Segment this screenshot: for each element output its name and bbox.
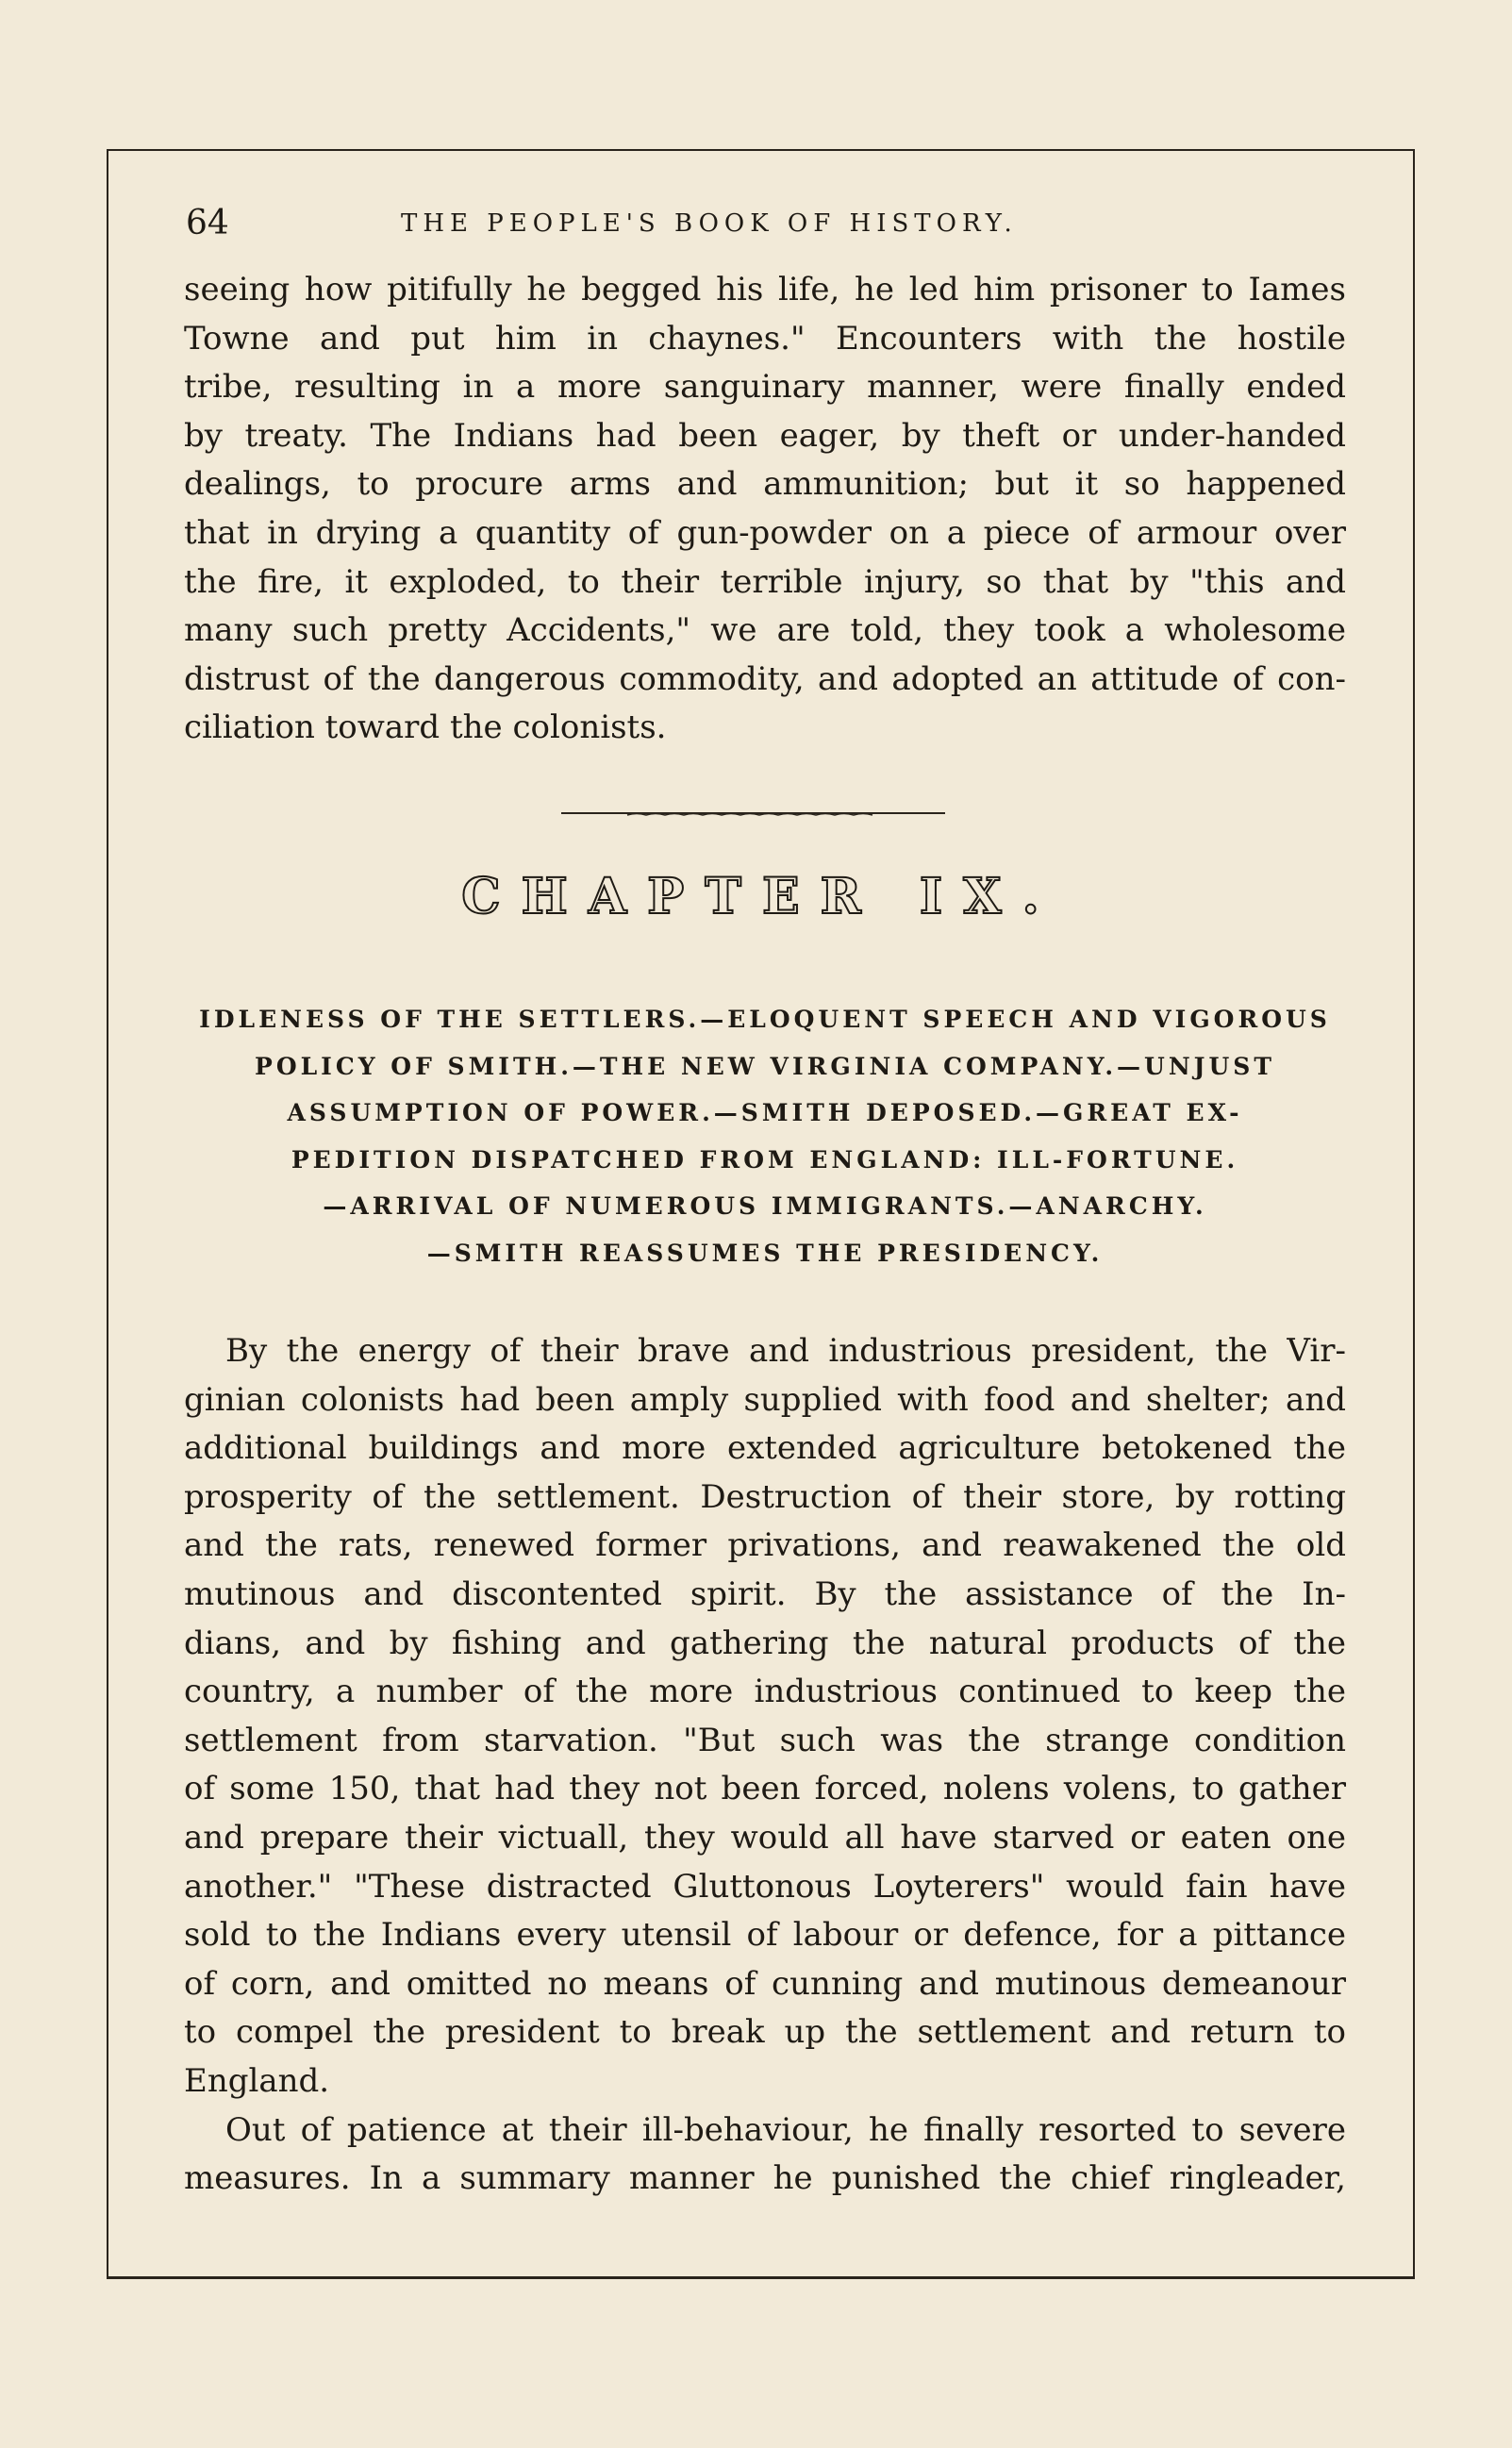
chapter-title: CHAPTER IX. — [461, 868, 1060, 925]
page-number: 64 — [186, 204, 229, 242]
text-line: England. — [184, 2061, 330, 2100]
text-line: and the rats, renewed former privations, and reawakened the old — [184, 1526, 1346, 1565]
text-line: by treaty. The Indians had been eager, by theft or under-handed — [184, 416, 1346, 455]
text-line: prosperity of the settlement. Destruction of their store, by rotting — [184, 1477, 1346, 1516]
text-line: and prepare their victuall, they would all have starved or eaten one — [184, 1818, 1346, 1857]
text-line: By the energy of their brave and industrious president, the Vir- — [225, 1332, 1346, 1370]
text-line: mutinous and discontented spirit. By the assistance of the In- — [184, 1574, 1346, 1613]
text-line: ciliation toward the colonists. — [184, 708, 667, 747]
text-line: settlement from starvation. "But such was the strange condition — [184, 1721, 1346, 1759]
main-paragraph — [184, 1327, 1346, 2204]
text-line: measures. In a summary manner he punished the chief ringleader, — [184, 2159, 1346, 2198]
text-line: ginian colonists had been amply supplied with food and shelter; and — [184, 1380, 1346, 1419]
text-line: Out of patience at their ill-behaviour, he finally resorted to severe — [225, 2110, 1346, 2149]
page-frame — [107, 149, 1415, 2279]
text-line: country, a number of the more industrious continued to keep the — [184, 1673, 1346, 1711]
text-line: that in drying a quantity of gun-powder on a piece of armour over — [184, 513, 1346, 552]
text-line: of corn, and omitted no means of cunning and mutinous demeanour — [184, 1964, 1346, 2003]
summary-line: —ARRIVAL OF NUMEROUS IMMIGRANTS.—ANARCHY. — [323, 1192, 1207, 1220]
text-line: another." "These distracted Gluttonous Loyterers" would fain have — [184, 1867, 1346, 1906]
text-line: of some 150, that had they not been forced, nolens volens, to gather — [184, 1770, 1346, 1808]
chapter-summary — [186, 996, 1344, 1276]
text-line: dians, and by fishing and gathering the natural products of the — [184, 1624, 1346, 1662]
text-line: many such pretty Accidents," we are told, they took a wholesome — [184, 611, 1346, 650]
text-line: tribe, resulting in a more sanguinary manner, were finally ended — [184, 368, 1346, 407]
summary-line: ASSUMPTION OF POWER.—SMITH DEPOSED.—GREAT EX- — [287, 1099, 1243, 1126]
summary-line: —SMITH REASSUMES THE PRESIDENCY. — [426, 1239, 1104, 1267]
text-line: additional buildings and more extended agriculture betokened the — [184, 1429, 1346, 1468]
running-header — [186, 204, 1338, 245]
ornamental-divider — [561, 811, 945, 815]
text-line: the fire, it exploded, to their terrible injury, so that by "this and — [184, 562, 1346, 601]
summary-line: POLICY OF SMITH.—THE NEW VIRGINIA COMPANY.—UNJUST — [255, 1052, 1275, 1080]
text-line: distrust of the dangerous commodity, and adopted an attitude of con- — [184, 659, 1346, 698]
text-line: seeing how pitifully he begged his life, he led him prisoner to Iames — [184, 271, 1346, 308]
text-line: dealings, to procure arms and ammunition; but it so happened — [184, 465, 1346, 504]
text-line: to compel the president to break up the settlement and return to — [184, 2013, 1346, 2052]
text-line: sold to the Indians every utensil of labour or defence, for a pittance — [184, 1916, 1346, 1955]
running-title: THE PEOPLE'S BOOK OF HISTORY. — [401, 209, 1018, 238]
text-line: Towne and put him in chaynes." Encounters with the hostile — [184, 319, 1346, 358]
summary-line: IDLENESS OF THE SETTLERS.—ELOQUENT SPEECH AND VIGOROUS — [199, 1006, 1331, 1033]
summary-line: PEDITION DISPATCHED FROM ENGLAND: ILL-FORTUNE. — [291, 1145, 1239, 1174]
top-paragraph — [184, 266, 1346, 753]
